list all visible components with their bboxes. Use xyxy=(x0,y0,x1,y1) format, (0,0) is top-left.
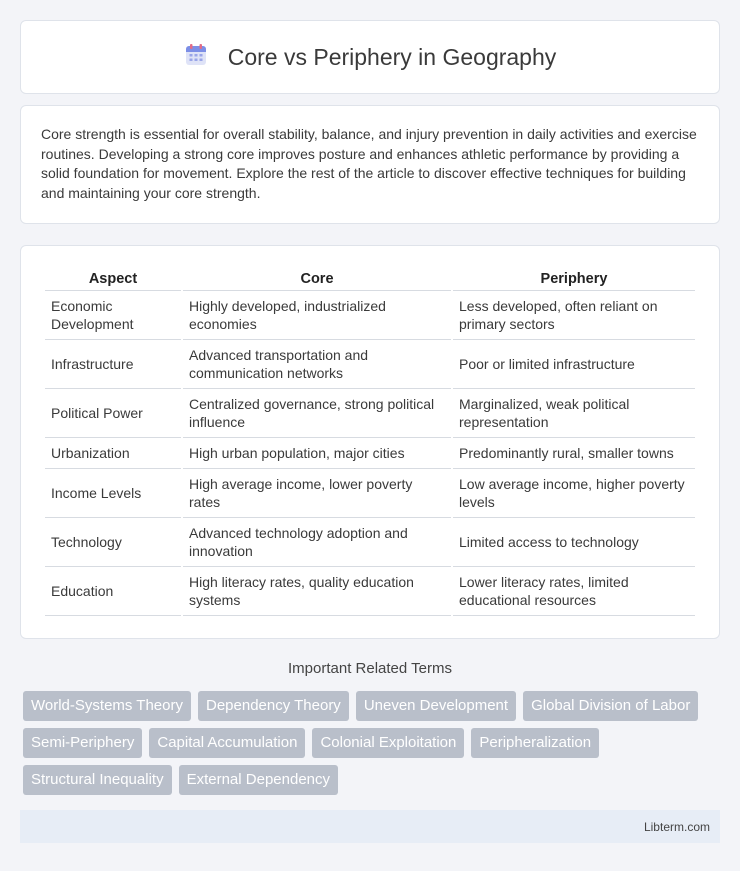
cell-periphery: Limited access to technology xyxy=(453,518,695,567)
cell-core: High urban population, major cities xyxy=(183,438,451,469)
table-row xyxy=(45,438,695,469)
related-term-tag[interactable]: Dependency Theory xyxy=(198,691,349,721)
related-term-tag[interactable]: Structural Inequality xyxy=(23,765,172,795)
table-row xyxy=(45,389,695,438)
table-row xyxy=(45,518,695,567)
related-term-tag[interactable]: Colonial Exploitation xyxy=(312,728,464,758)
table-row xyxy=(45,291,695,340)
intro-card xyxy=(20,105,720,224)
cell-core: High literacy rates, quality education systems xyxy=(183,567,451,616)
header-core: Core xyxy=(183,268,451,291)
related-term-tag[interactable]: External Dependency xyxy=(179,765,338,795)
related-terms-title: Important Related Terms xyxy=(288,660,452,677)
cell-aspect: Infrastructure xyxy=(45,340,181,389)
footer xyxy=(20,810,720,843)
header-periphery: Periphery xyxy=(453,268,695,291)
cell-aspect: Urbanization xyxy=(45,438,181,469)
related-term-tag[interactable]: World-Systems Theory xyxy=(23,691,191,721)
cell-periphery: Predominantly rural, smaller towns xyxy=(453,438,695,469)
related-term-tag[interactable]: Semi-Periphery xyxy=(23,728,142,758)
related-term-tag[interactable]: Capital Accumulation xyxy=(149,728,305,758)
cell-core: Highly developed, industrialized economies xyxy=(183,291,451,340)
related-term-tag[interactable]: Global Division of Labor xyxy=(523,691,698,721)
footer-site-link[interactable]: Libterm.com xyxy=(643,819,710,834)
related-terms-list xyxy=(23,691,720,795)
table-header-row xyxy=(45,268,695,291)
calendar-icon xyxy=(184,43,208,72)
cell-periphery: Low average income, higher poverty levels xyxy=(453,469,695,518)
cell-periphery: Poor or limited infrastructure xyxy=(453,340,695,389)
cell-aspect: Technology xyxy=(45,518,181,567)
table-row xyxy=(45,567,695,616)
cell-aspect: Political Power xyxy=(45,389,181,438)
cell-aspect: Education xyxy=(45,567,181,616)
table-row xyxy=(45,340,695,389)
header-card xyxy=(20,20,720,94)
cell-core: Centralized governance, strong political influence xyxy=(183,389,451,438)
cell-core: High average income, lower poverty rates xyxy=(183,469,451,518)
cell-periphery: Lower literacy rates, limited educational resources xyxy=(453,567,695,616)
header-aspect: Aspect xyxy=(45,268,181,291)
cell-core: Advanced transportation and communication networks xyxy=(183,340,451,389)
cell-aspect: Economic Development xyxy=(45,291,181,340)
page-title: Core vs Periphery in Geography xyxy=(227,43,557,70)
comparison-table xyxy=(43,268,697,616)
cell-periphery: Marginalized, weak political representation xyxy=(453,389,695,438)
intro-text: Core strength is essential for overall stability, balance, and injury prevention in daily activities and exercise routines. Developing a strong core improves posture and enhances athletic performance by providing a solid foundation for movement. Explore the rest of the article to discover effective techniques for building and maintaining your core strength. xyxy=(41,126,697,201)
cell-aspect: Income Levels xyxy=(45,469,181,518)
cell-core: Advanced technology adoption and innovation xyxy=(183,518,451,567)
table-row xyxy=(45,469,695,518)
related-term-tag[interactable]: Uneven Development xyxy=(356,691,516,721)
comparison-card xyxy=(20,245,720,639)
related-term-tag[interactable]: Peripheralization xyxy=(471,728,599,758)
cell-periphery: Less developed, often reliant on primary sectors xyxy=(453,291,695,340)
